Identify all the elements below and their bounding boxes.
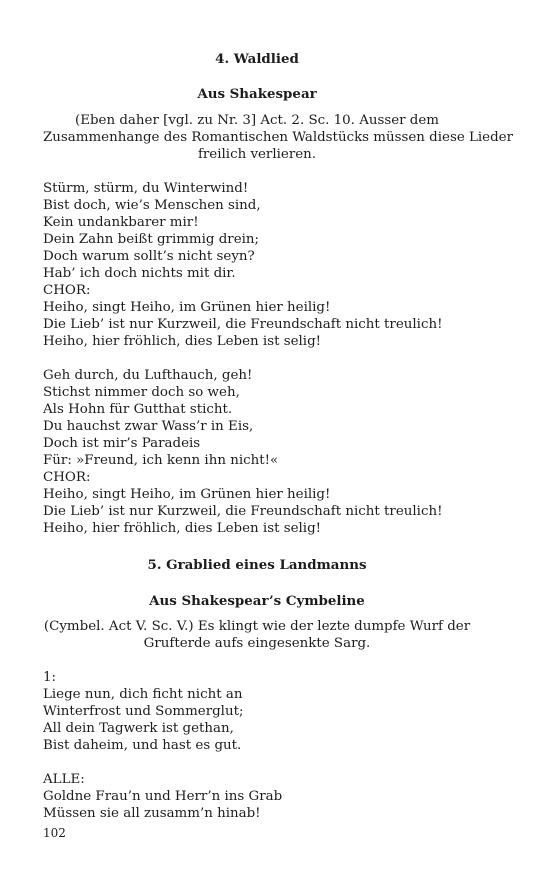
verse-line: Dein Zahn beißt grimmig drein; (43, 232, 260, 247)
section-4-stanza-2 (43, 367, 471, 537)
section-5-note (43, 618, 471, 652)
verse-line: All dein Tagwerk ist gethan, (43, 721, 234, 736)
note-line: (Eben daher [vgl. zu Nr. 3] Act. 2. Sc. 10. Ausser dem (74, 113, 440, 128)
verse-line: Kein undankbarer mir! (43, 215, 199, 230)
page-number: 102 (43, 826, 66, 840)
verse-line: Hab’ ich doch nichts mit dir. (43, 266, 236, 281)
speaker-label: CHOR: (43, 283, 91, 298)
verse-line: Heiho, singt Heiho, im Grünen hier heilig! (43, 300, 331, 315)
section-4-stanza-1 (43, 180, 471, 350)
speaker-label: 1: (43, 670, 57, 685)
verse-line: Heiho, hier fröhlich, dies Leben ist selig! (43, 334, 322, 349)
verse-line: Die Lieb’ ist nur Kurzweil, die Freundschaft nicht treulich! (43, 317, 443, 332)
section-5-stanza-2 (43, 771, 471, 822)
verse-line: Doch warum sollt’s nicht seyn? (43, 249, 255, 264)
page-body (43, 51, 514, 822)
note-line: (Cymbel. Act V. Sc. V.) Es klingt wie der lezte dumpfe Wurf der (43, 619, 471, 634)
verse-line: Bist daheim, und hast es gut. (43, 738, 242, 753)
section-4-subtitle: Aus Shakespear (197, 86, 317, 102)
note-line: Zusammenhange des Romantischen Waldstücks müssen diese Lieder (43, 130, 514, 145)
section-4-note (43, 112, 514, 163)
verse-line: Stichst nimmer doch so weh, (43, 385, 240, 400)
verse-line: Goldne Frau’n und Herr’n ins Grab (43, 789, 283, 804)
verse-line: Geh durch, du Lufthauch, geh! (43, 368, 253, 383)
verse-line: Heiho, hier fröhlich, dies Leben ist selig! (43, 521, 322, 536)
verse-line: Liege nun, dich ficht nicht an (43, 687, 243, 702)
section-4-title: 4. Waldlied (215, 51, 299, 67)
section-5-title: 5. Grablied eines Landmanns (147, 557, 367, 573)
verse-line: Du hauchst zwar Wass’r in Eis, (43, 419, 254, 434)
verse-line: Als Hohn für Gutthat sticht. (43, 402, 233, 417)
verse-line: Stürm, stürm, du Winterwind! (43, 181, 249, 196)
speaker-label: CHOR: (43, 470, 91, 485)
note-line: freilich verlieren. (197, 147, 317, 162)
speaker-label: ALLE: (43, 772, 85, 787)
verse-line: Für: »Freund, ich kenn ihn nicht!« (43, 453, 279, 468)
section-5-subtitle: Aus Shakespear’s Cymbeline (149, 593, 365, 609)
verse-line: Müssen sie all zusamm’n hinab! (43, 806, 261, 821)
note-line: Grufterde aufs eingesenkte Sarg. (143, 636, 371, 651)
verse-line: Doch ist mir’s Paradeis (43, 436, 201, 451)
verse-line: Die Lieb’ ist nur Kurzweil, die Freundschaft nicht treulich! (43, 504, 443, 519)
verse-line: Bist doch, wie’s Menschen sind, (43, 198, 261, 213)
verse-line: Winterfrost und Sommerglut; (43, 704, 244, 719)
section-5-stanza-1 (43, 669, 471, 754)
verse-line: Heiho, singt Heiho, im Grünen hier heilig! (43, 487, 331, 502)
